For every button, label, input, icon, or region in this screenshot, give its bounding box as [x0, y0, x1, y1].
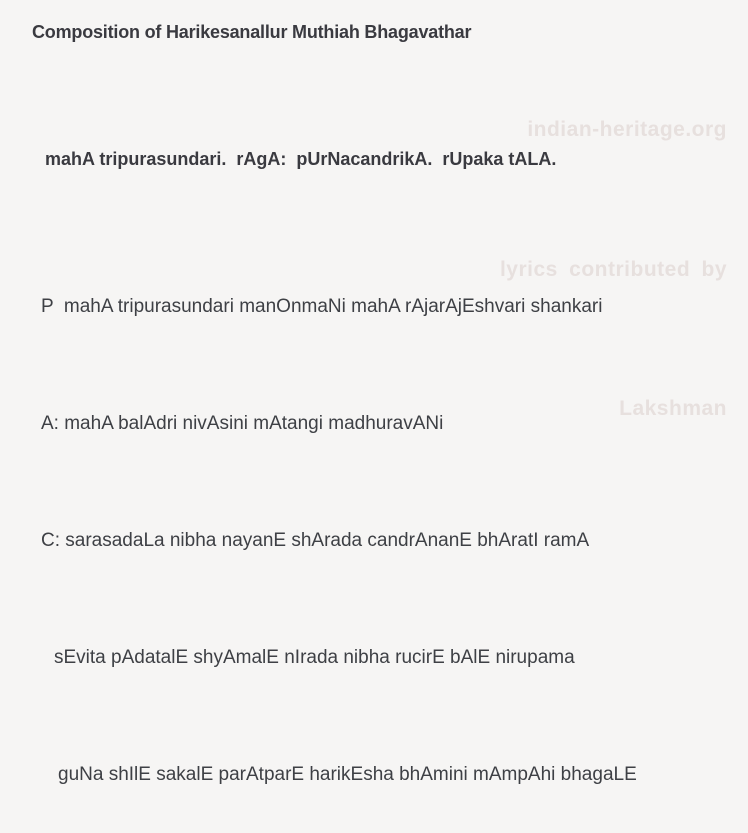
- watermark-contributor-name: Lakshman: [619, 397, 727, 420]
- lyric-line-charanam-3: guNa shIlE sakalE parAtparE harikEsha bhAmini mAmpAhi bhagaLE: [58, 764, 637, 785]
- watermark-site-name: indian-heritage.org: [527, 118, 727, 141]
- lyric-line-charanam-2: sEvita pAdatalE shyAmalE nIrada nibha rucirE bAlE nirupama: [54, 647, 575, 668]
- lyric-line-anupallavi: A: mahA balAdri nivAsini mAtangi madhuravANi: [41, 413, 444, 434]
- lyric-line-pallavi: P mahA tripurasundari manOnmaNi mahA rAjarAjEshvari shankari: [41, 296, 603, 317]
- lyrics-block: [41, 209, 637, 833]
- song-header: mahA tripurasundari. rAgA: pUrNacandrikA. rUpaka tALA.: [45, 149, 557, 169]
- page-title: Composition of Harikesanallur Muthiah Bhagavathar: [32, 22, 472, 42]
- lyric-line-charanam-1: C: sarasadaLa nibha nayanE shArada candrAnanE bhAratI ramA: [41, 530, 590, 551]
- watermark-credit-text: lyrics contributed by: [499, 257, 727, 281]
